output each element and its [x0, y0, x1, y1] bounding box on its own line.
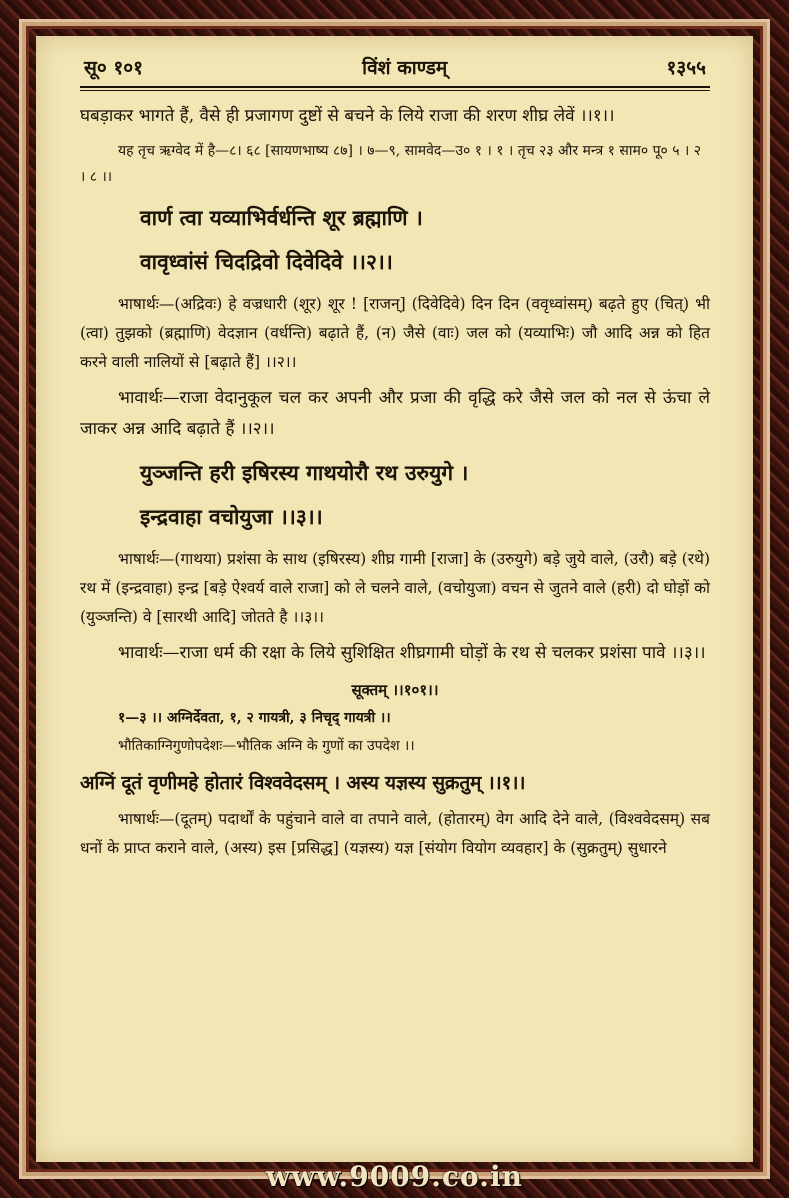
book-page [36, 36, 753, 1162]
page-number: १३५५ [666, 57, 706, 79]
bhashya-2: भाषार्थः—(अद्रिवः) हे वज्रधारी (शूर) शूर ! [राजन्] (दिवेदिवे) दिन दिन (ववृध्वांसम्) बढ़ते हुए (चित्) भी (त्वा) तुझको (ब्रह्माणि) वेदज्ञान (वर्धन्ति) बढ़ाते हैं, (न) जैसे (वाः) जल को (यव्याभिः) जौ आदि अन्न को हित करने वाली नालियों से [बढ़ाते हैं] ।।२।। [80, 295, 710, 371]
sukta-heading: सूक्तम् ।।१०१।। [351, 681, 439, 699]
footer-website-url: www.9009.co.in [266, 1160, 523, 1193]
kanda-title: विंशं काण्डम् [362, 57, 448, 79]
reference-note: यह तृच ऋग्वेद में है—८। ६८ [सायणभाष्य ८७] । ७—९, सामवेद—उ० १ । १ । तृच २३ और मन्त्र १ साम० पू० ५ । २ । ८ ।। [80, 143, 702, 185]
mantra-3-line-2: इन्द्रवाहा वचोयुजा ।।३।। [140, 504, 323, 529]
bhavartha-3: भावार्थः—राजा धर्म की रक्षा के लिये सुशिक्षित शीघ्रगामी घोड़ों के रथ से चलकर प्रशंसा पावे ।।३।। [118, 643, 706, 663]
sukta-topic: भौतिकाग्निगुणोपदेशः—भौतिक अग्नि के गुणों का उपदेश ।। [118, 738, 415, 754]
mantra-2-line-2: वावृध्वांसं चिदद्रिवो दिवेदिवे ।।२।। [140, 249, 393, 274]
page-header [80, 50, 710, 86]
sukta-devata: १—३ ।। अग्निर्देवता, १, २ गायत्री, ३ निचृद् गायत्री ।। [118, 710, 391, 726]
mantra-3-line-1: युञ्जन्ति हरी इषिरस्य गाथयोरौ रथ उरुयुगे । [140, 460, 469, 485]
mantra-2-line-1: वार्ण त्वा यव्याभिर्वर्धन्ति शूर ब्रह्माणि । [140, 205, 423, 230]
bhashya-sukta-1: भाषार्थः—(दूतम्) पदार्थों के पहुंचाने वाले वा तपाने वाले, (होतारम्) वेग आदि देने वाले, (विश्ववेदसम्) सब धनों के प्राप्त कराने वाले, (अस्य) इस [प्रसिद्ध] (यज्ञस्य) यज्ञ [संयोग वियोग व्यवहार] के (सुक्रतुम्) सुधारने [80, 810, 710, 857]
page-content [80, 50, 710, 863]
bhashya-3: भाषार्थः—(गाथया) प्रशंसा के साथ (इषिरस्य) शीघ्र गामी [राजा] के (उरुयुगे) बड़े जुये वाले, (उरौ) बड़े (रथे) रथ में (इन्द्रवाहा) इन्द्र [बड़े ऐश्वर्य वाले राजा] को ले चलने वाले, (वचोयुजा) वचन से जुतने वाले (हरी) दो घोड़ों को (युञ्जन्ति) वे [सारथी आदि] जोतते है ।।३।। [80, 550, 710, 626]
header-rule [80, 86, 710, 88]
paragraph-continuation: घबड़ाकर भागते हैं, वैसे ही प्रजागण दुष्टों से बचने के लिये राजा की शरण शीघ्र लेवें ।।१।। [80, 106, 615, 126]
bhavartha-2: भावार्थः—राजा वेदानुकूल चल कर अपनी और प्रजा की वृद्धि करे जैसे जल को नल से ऊंचा ले जाकर अन्न आदि बढ़ाते हैं ।।२।। [80, 388, 710, 439]
header-rule-thin [80, 90, 710, 91]
sukta-mantra-1: अग्निं दूतं वृणीमहे होतारं विश्ववेदसम् । अस्य यज्ञस्य सुक्रतुम् ।।१।। [80, 772, 526, 794]
sukta-number: सू० १०१ [84, 57, 143, 79]
